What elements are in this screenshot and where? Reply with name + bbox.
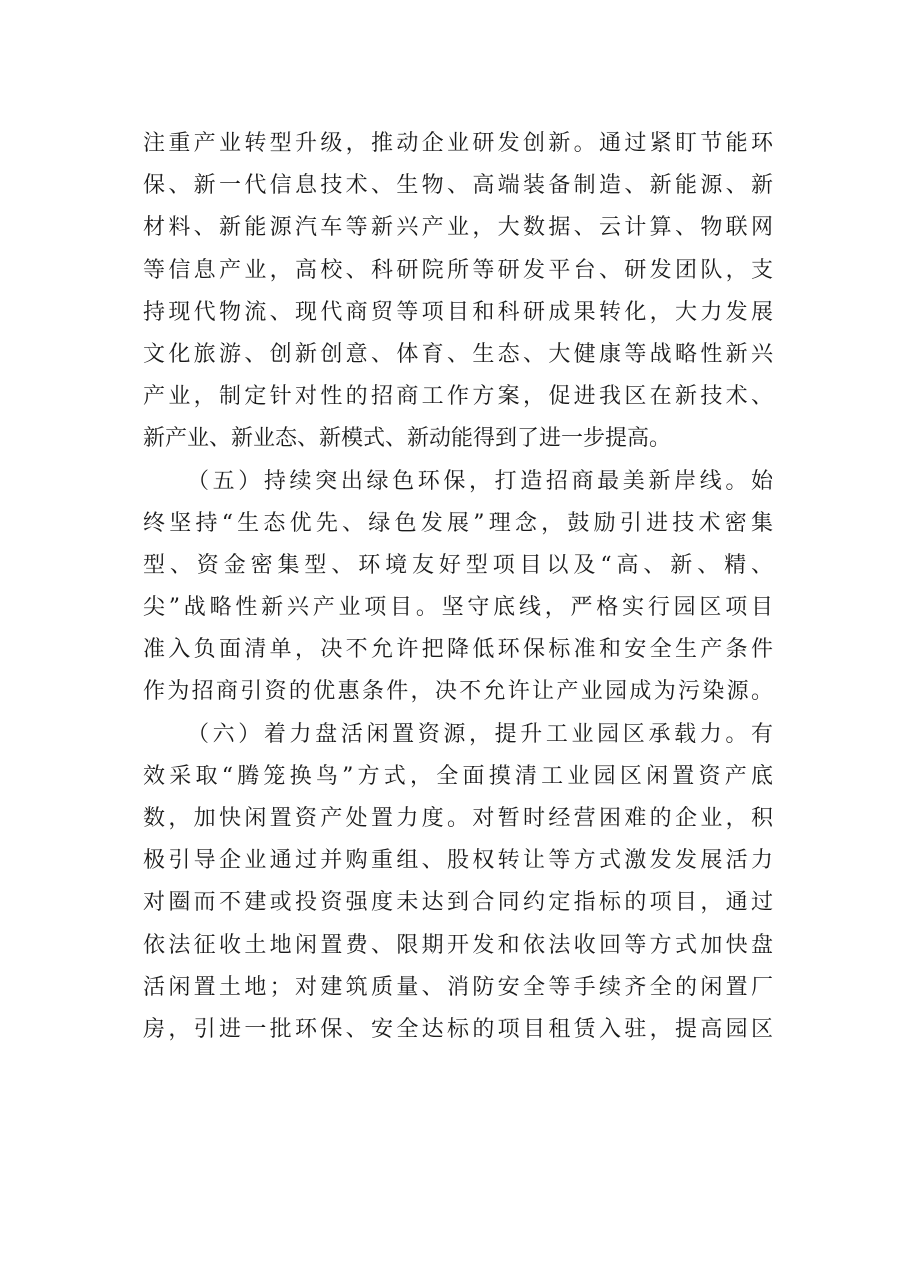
text-line: 极引导企业通过并购重组、股权转让等方式激发发展活力 <box>143 848 773 874</box>
text-line: 产业，制定针对性的招商工作方案，促进我区在新技术、 <box>143 384 773 410</box>
text-line: 保、新一代信息技术、生物、高端装备制造、新能源、新 <box>143 173 773 199</box>
body-text <box>143 123 773 1051</box>
section-heading-line: （六）着力盘活闲置资源，提升工业园区承载力。有 <box>187 721 773 747</box>
paragraph-end-line: 作为招商引资的优惠条件，决不允许让产业园成为污染源。 <box>143 679 773 705</box>
text-line: 注重产业转型升级，推动企业研发创新。通过紧盯节能环 <box>143 131 773 156</box>
text-line: 房，引进一批环保、安全达标的项目租赁入驻，提高园区 <box>143 1016 773 1042</box>
text-line: 等信息产业，高校、科研院所等研发平台、研发团队，支 <box>143 257 773 283</box>
text-line: 持现代物流、现代商贸等项目和科研成果转化，大力发展 <box>143 299 773 325</box>
text-line: 文化旅游、创新创意、体育、生态、大健康等战略性新兴 <box>143 341 773 367</box>
paragraph-end-line: 新产业、新业态、新模式、新动能得到了进一步提高。 <box>143 426 672 452</box>
text-line: 型、资金密集型、环境友好型项目以及“高、新、精、 <box>143 552 773 578</box>
text-line: 活闲置土地；对建筑质量、消防安全等手续齐全的闲置厂 <box>143 974 773 1000</box>
text-line: 材料、新能源汽车等新兴产业，大数据、云计算、物联网 <box>143 215 773 241</box>
section-heading-line: （五）持续突出绿色环保，打造招商最美新岸线。始 <box>187 468 773 494</box>
text-line: 数，加快闲置资产处置力度。对暂时经营困难的企业，积 <box>143 806 773 831</box>
text-line: 依法征收土地闲置费、限期开发和依法收回等方式加快盘 <box>143 932 773 958</box>
text-line: 效采取“腾笼换鸟”方式，全面摸清工业园区闲置资产底 <box>143 763 773 789</box>
text-line: 尖”战略性新兴产业项目。坚守底线，严格实行园区项目 <box>143 595 773 621</box>
text-line: 终坚持“生态优先、绿色发展”理念，鼓励引进技术密集 <box>143 510 773 536</box>
text-line: 准入负面清单，决不允许把降低环保标准和安全生产条件 <box>143 637 773 663</box>
text-line: 对圈而不建或投资强度未达到合同约定指标的项目，通过 <box>143 890 773 916</box>
